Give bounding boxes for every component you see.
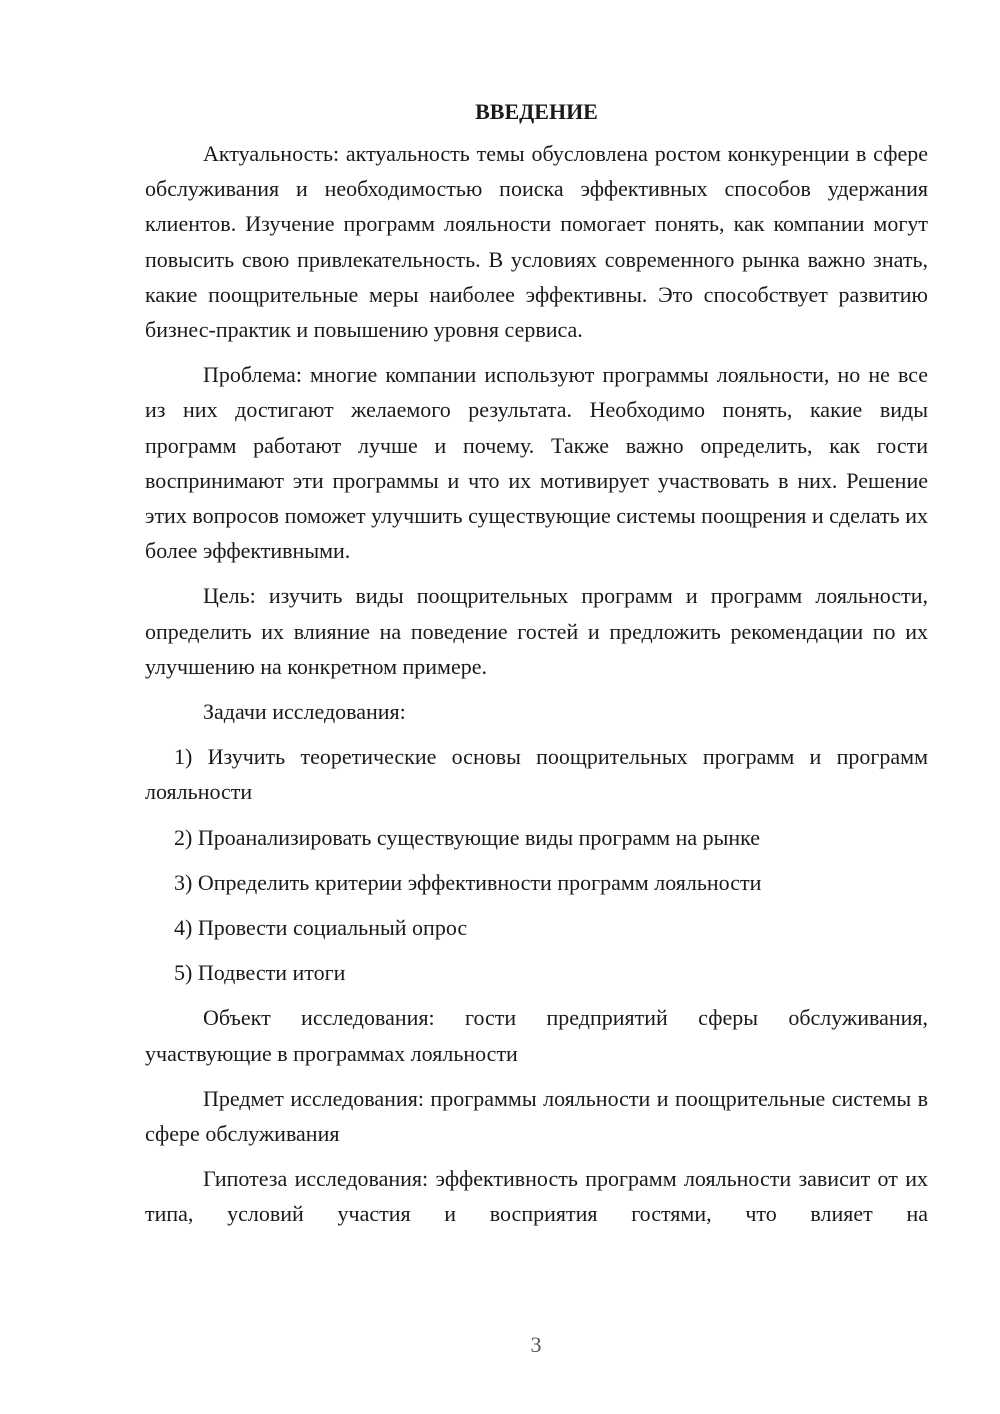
document-body [145,94,928,1242]
task-item: 4) Провести социальный опрос [174,915,468,941]
problem-paragraph: Проблема: многие компании используют программы лояльности, но не все из них достигают желаемого результата. Необходимо понять, какие виды программ работают лучше и почему. Также важно определить, как гости воспринимают эти программы и что их мотивирует участвовать в них. Решение этих вопросов поможет улучшить существующие системы поощрения и сделать их более эффективными. [145,362,928,564]
object-paragraph: Объект исследования: гости предприятий сферы обслуживания, участвующие в программах лояльности [145,1005,928,1066]
subject-paragraph: Предмет исследования: программы лояльности и поощрительные системы в сфере обслуживания [145,1085,928,1147]
tasks-heading: Задачи исследования: [203,699,406,725]
page-number: 3 [530,1332,542,1357]
section-title: ВВЕДЕНИЕ [475,99,598,124]
task-item: 1) Изучить теоретические основы поощрительных программ и программ лояльности [145,744,928,805]
relevance-paragraph: Актуальность: актуальность темы обусловлена ростом конкуренции в сфере обслуживания и необходимостью поиска эффективных способов удержания клиентов. Изучение программ лояльности помогает понять, как компании могут повысить свою привлекательность. В условиях современного рынка важно знать, какие поощрительные меры наиболее эффективны. Это способствует развитию бизнес-практик и повышению уровня сервиса. [145,141,928,343]
goal-paragraph: Цель: изучить виды поощрительных программ и программ лояльности, определить их влияние на поведение гостей и предложить рекомендации по их улучшению на конкретном примере. [145,583,928,679]
hypothesis-paragraph: Гипотеза исследования: эффективность программ лояльности зависит от их типа, условий участия и восприятия гостями, что влияет на [145,1166,928,1227]
task-item: 5) Подвести итоги [174,960,346,986]
task-item: 3) Определить критерии эффективности программ лояльности [174,869,762,895]
task-item: 2) Проанализировать существующие виды программ на рынке [174,824,761,850]
